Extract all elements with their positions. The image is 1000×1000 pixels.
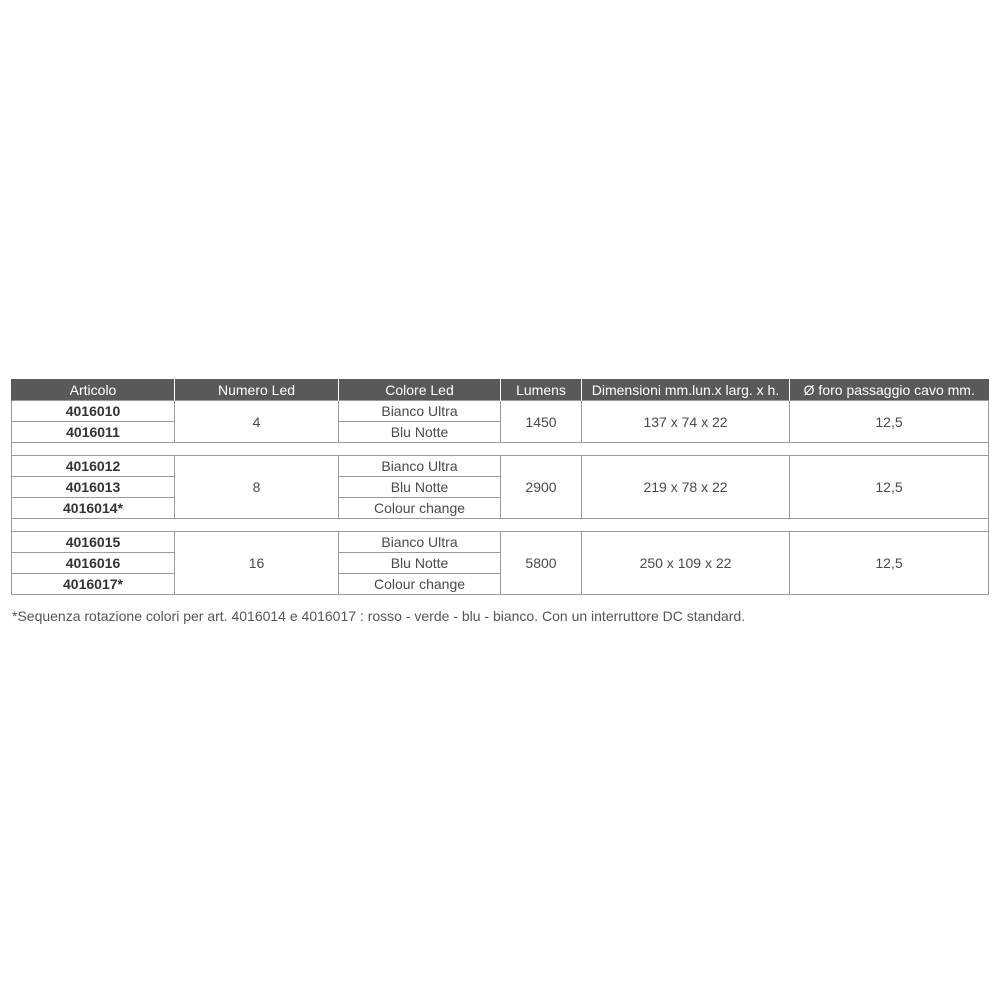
colore-led-value: Blu Notte	[339, 477, 501, 498]
article-code: 4016016	[12, 553, 175, 574]
colore-led-value: Colour change	[339, 574, 501, 595]
header-articolo: Articolo	[12, 379, 175, 401]
lumens-value: 1450	[501, 401, 582, 443]
lumens-value: 5800	[501, 532, 582, 595]
article-code: 4016017*	[12, 574, 175, 595]
table-row	[12, 532, 989, 553]
numero-led-value: 4	[175, 401, 339, 443]
foro-value: 12,5	[790, 401, 989, 443]
colore-led-value: Bianco Ultra	[339, 532, 501, 553]
colore-led-value: Blu Notte	[339, 553, 501, 574]
header-numero-led: Numero Led	[175, 379, 339, 401]
article-code: 4016015	[12, 532, 175, 553]
colore-led-value: Bianco Ultra	[339, 456, 501, 477]
article-code: 4016013	[12, 477, 175, 498]
colore-led-value: Bianco Ultra	[339, 401, 501, 422]
table-row	[12, 401, 989, 422]
dimensioni-value: 219 x 78 x 22	[582, 456, 790, 519]
header-foro: Ø foro passaggio cavo mm.	[790, 379, 989, 401]
article-code: 4016011	[12, 422, 175, 443]
header-colore-led: Colore Led	[339, 379, 501, 401]
foro-value: 12,5	[790, 456, 989, 519]
numero-led-value: 16	[175, 532, 339, 595]
table-row	[12, 456, 989, 477]
colore-led-value: Colour change	[339, 498, 501, 519]
group-separator	[12, 443, 989, 456]
lumens-value: 2900	[501, 456, 582, 519]
numero-led-value: 8	[175, 456, 339, 519]
article-code: 4016012	[12, 456, 175, 477]
foro-value: 12,5	[790, 532, 989, 595]
table-header-row	[12, 379, 989, 401]
article-code: 4016010	[12, 401, 175, 422]
header-lumens: Lumens	[501, 379, 582, 401]
colore-led-value: Blu Notte	[339, 422, 501, 443]
header-dimensioni: Dimensioni mm.lun.x larg. x h.	[582, 379, 790, 401]
footnote: *Sequenza rotazione colori per art. 4016014 e 4016017 : rosso - verde - blu - bianco. Con un interruttore DC standard.	[12, 608, 746, 624]
group-separator	[12, 519, 989, 532]
dimensioni-value: 137 x 74 x 22	[582, 401, 790, 443]
article-code: 4016014*	[12, 498, 175, 519]
spec-table	[11, 379, 989, 595]
dimensioni-value: 250 x 109 x 22	[582, 532, 790, 595]
